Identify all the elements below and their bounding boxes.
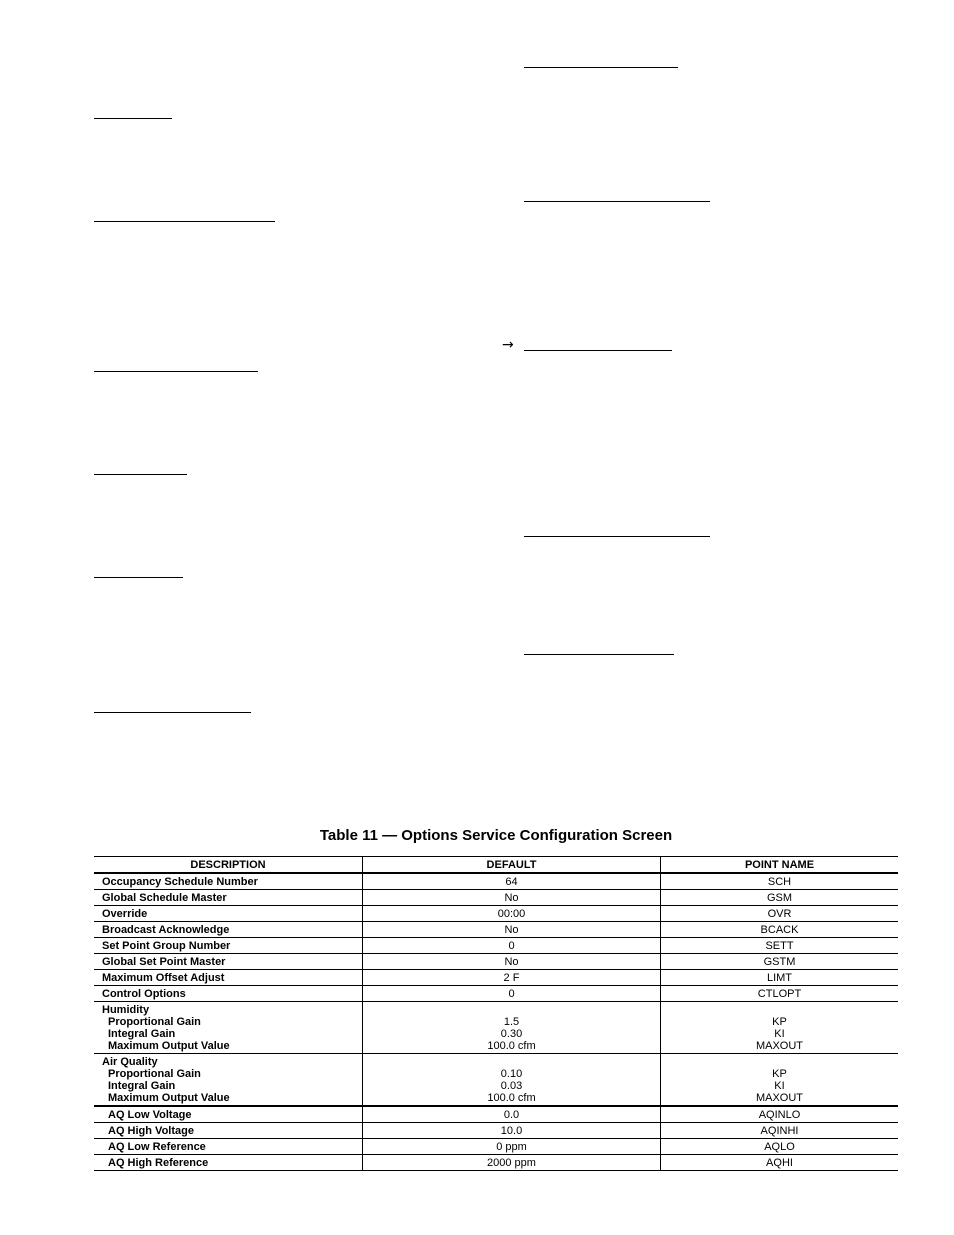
row-default: 0 <box>363 938 661 954</box>
row-point-name: CTLOPT <box>661 986 899 1002</box>
row-default: No <box>363 922 661 938</box>
aq-row-label: AQ High Voltage <box>108 1125 194 1137</box>
air-quality-item-default: 0.10 <box>500 1068 523 1080</box>
humidity-item-description: Maximum Output Value <box>108 1040 230 1052</box>
right-heading-underline-1 <box>524 67 678 68</box>
table-row <box>94 873 898 890</box>
row-point-name: GSTM <box>661 954 899 970</box>
humidity-item-default: 0.30 <box>500 1028 523 1040</box>
left-heading-underline-5 <box>94 577 183 578</box>
right-heading-underline-4 <box>524 536 710 537</box>
row-default: 0.0 <box>363 1106 661 1123</box>
air-quality-group-label: Air Quality <box>102 1056 158 1068</box>
air-quality-item-default: 100.0 cfm <box>487 1092 536 1104</box>
humidity-item-description: Integral Gain <box>108 1028 176 1040</box>
row-description: Broadcast Acknowledge <box>94 922 363 938</box>
aq-row-label: AQ Low Reference <box>108 1141 206 1153</box>
row-default: No <box>363 954 661 970</box>
row-point-name: AQHI <box>661 1155 899 1171</box>
humidity-item-point-name: MAXOUT <box>755 1040 804 1052</box>
row-default: 10.0 <box>363 1123 661 1139</box>
left-heading-underline-1 <box>94 118 172 119</box>
air-quality-item-default: 0.03 <box>500 1080 523 1092</box>
humidity-description-cell <box>94 1002 363 1054</box>
row-point-name: OVR <box>661 906 899 922</box>
column-header-default: DEFAULT <box>363 857 661 874</box>
humidity-point-cell <box>661 1002 899 1054</box>
air-quality-item-description: Maximum Output Value <box>108 1092 230 1104</box>
row-description: Set Point Group Number <box>94 938 363 954</box>
row-point-name: SCH <box>661 873 899 890</box>
right-heading-underline-2 <box>524 201 710 202</box>
air-quality-item-description: Integral Gain <box>108 1080 176 1092</box>
humidity-group-label: Humidity <box>102 1004 150 1016</box>
row-description: Maximum Offset Adjust <box>94 970 363 986</box>
row-description <box>94 1123 363 1139</box>
air-quality-point-cell <box>661 1054 899 1107</box>
aq-row-label: AQ High Reference <box>108 1157 209 1169</box>
row-default: No <box>363 890 661 906</box>
table-row <box>94 890 898 906</box>
table-row <box>94 1123 898 1139</box>
left-heading-underline-4 <box>94 474 187 475</box>
table-row <box>94 922 898 938</box>
table-row-air-quality-group <box>94 1054 898 1107</box>
humidity-item-default: 1.5 <box>503 1016 520 1028</box>
row-description: Global Schedule Master <box>94 890 363 906</box>
table-row <box>94 1106 898 1123</box>
row-default: 0 <box>363 986 661 1002</box>
row-default: 2000 ppm <box>363 1155 661 1171</box>
row-default: 2 F <box>363 970 661 986</box>
row-default: 0 ppm <box>363 1139 661 1155</box>
right-heading-underline-3 <box>524 350 672 351</box>
table-row <box>94 906 898 922</box>
table-row <box>94 970 898 986</box>
aq-row-label: AQ Low Voltage <box>108 1109 192 1121</box>
air-quality-item-point-name: MAXOUT <box>755 1092 804 1104</box>
humidity-item-default: 100.0 cfm <box>487 1040 536 1052</box>
left-heading-underline-6 <box>94 712 251 713</box>
table-row <box>94 1155 898 1171</box>
row-point-name: AQINHI <box>661 1123 899 1139</box>
table-row <box>94 938 898 954</box>
air-quality-default-cell <box>363 1054 661 1107</box>
row-point-name: BCACK <box>661 922 899 938</box>
table-row <box>94 986 898 1002</box>
humidity-item-description: Proportional Gain <box>108 1016 201 1028</box>
table-title: Table 11 — Options Service Configuration Screen <box>319 827 673 844</box>
row-point-name: AQLO <box>661 1139 899 1155</box>
air-quality-description-cell <box>94 1054 363 1107</box>
row-default: 64 <box>363 873 661 890</box>
air-quality-item-description: Proportional Gain <box>108 1068 201 1080</box>
change-bar-arrow-icon: → <box>502 337 514 353</box>
options-config-table <box>94 856 898 1171</box>
row-point-name: LIMT <box>661 970 899 986</box>
air-quality-item-point-name: KP <box>772 1068 787 1080</box>
table-row <box>94 954 898 970</box>
row-point-name: AQINLO <box>661 1106 899 1123</box>
right-heading-underline-5 <box>524 654 674 655</box>
column-header-description: DESCRIPTION <box>94 857 363 874</box>
humidity-default-cell <box>363 1002 661 1054</box>
row-description: Global Set Point Master <box>94 954 363 970</box>
table-header-row <box>94 857 898 874</box>
row-description <box>94 1139 363 1155</box>
row-description: Control Options <box>94 986 363 1002</box>
column-header-point-name: POINT NAME <box>661 857 899 874</box>
left-heading-underline-2 <box>94 221 275 222</box>
row-point-name: SETT <box>661 938 899 954</box>
row-point-name: GSM <box>661 890 899 906</box>
row-description: Override <box>94 906 363 922</box>
row-description <box>94 1106 363 1123</box>
humidity-item-point-name: KP <box>772 1016 787 1028</box>
row-description <box>94 1155 363 1171</box>
table-row-humidity-group <box>94 1002 898 1054</box>
table-row <box>94 1139 898 1155</box>
humidity-item-point-name: KI <box>774 1028 785 1040</box>
left-heading-underline-3 <box>94 371 258 372</box>
row-default: 00:00 <box>363 906 661 922</box>
air-quality-item-point-name: KI <box>774 1080 785 1092</box>
row-description: Occupancy Schedule Number <box>94 873 363 890</box>
